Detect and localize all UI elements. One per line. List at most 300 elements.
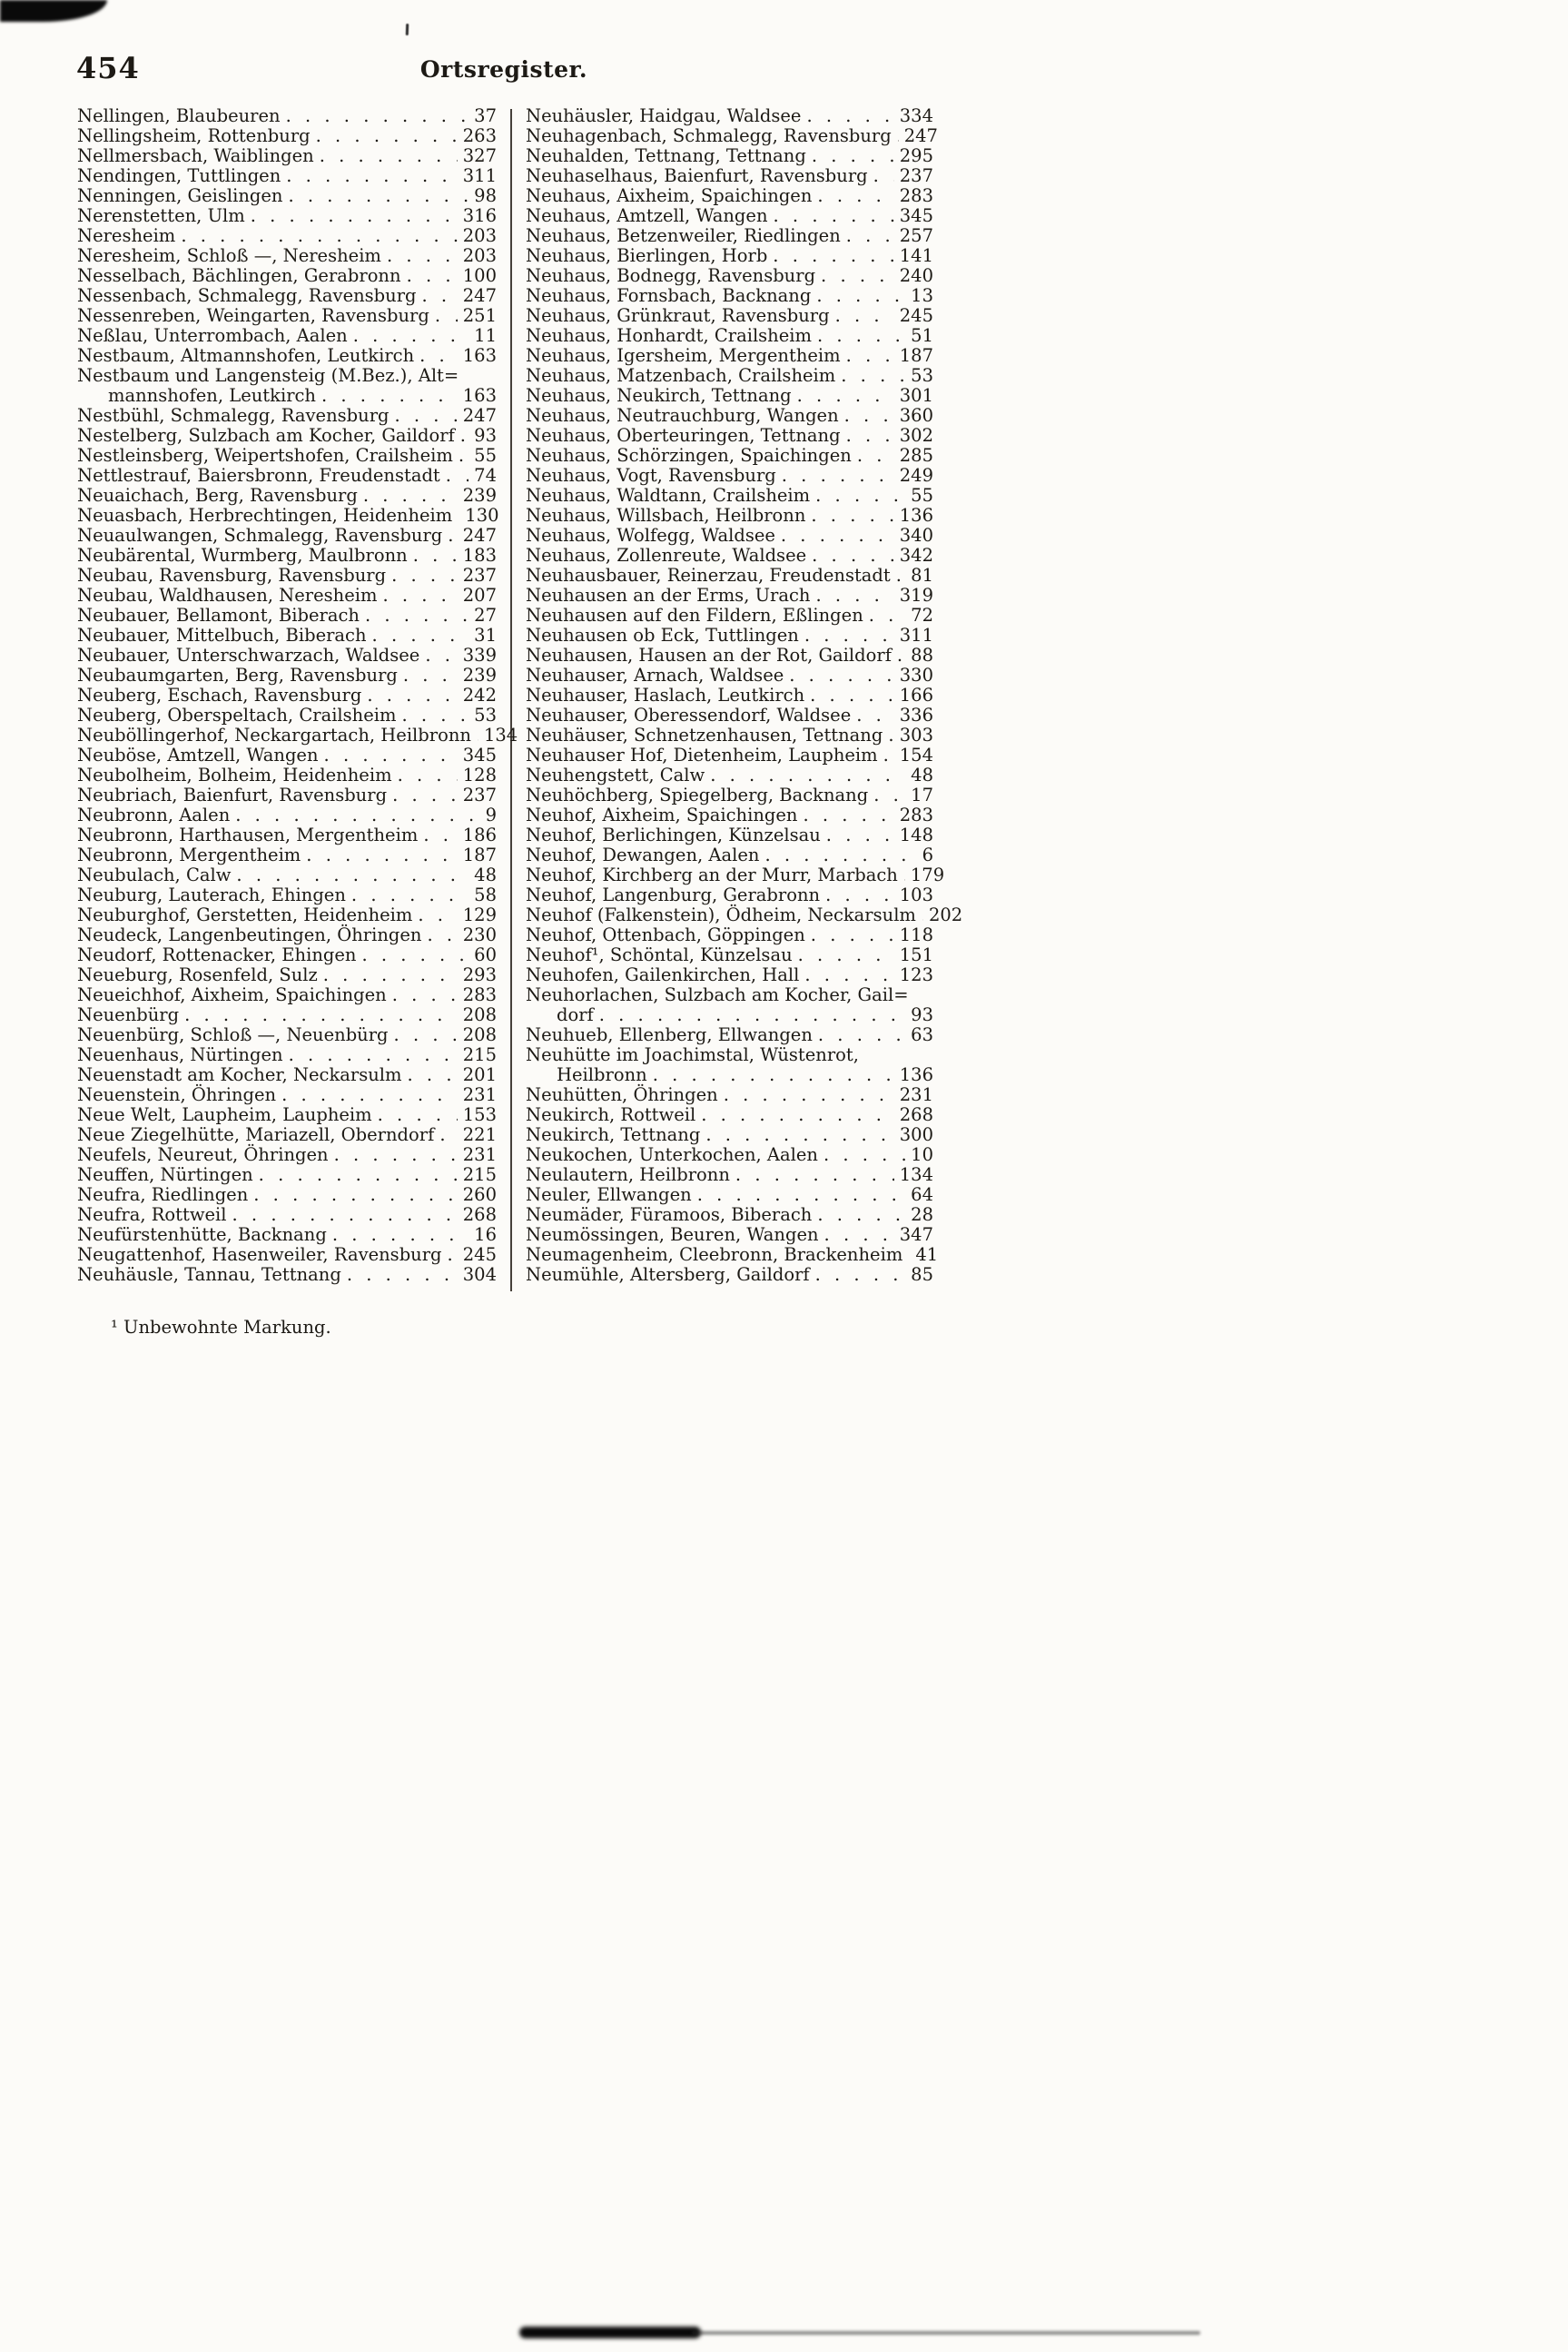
dot-leader <box>395 406 458 426</box>
dot-leader <box>825 885 894 905</box>
place-name: Nesselbach, Bächlingen, Gerabronn <box>77 265 401 286</box>
dot-leader <box>288 186 468 206</box>
place-name: Neuhagenbach, Schmalegg, Ravensburg <box>526 125 892 146</box>
place-name: Neuhausen auf den Fildern, Eßlingen <box>526 605 863 626</box>
page-reference: 360 <box>899 405 933 426</box>
index-entry <box>77 606 497 626</box>
place-name: Neuhof (Falkenstein), Ödheim, Neckarsulm <box>526 904 916 925</box>
dot-leader <box>334 1145 458 1165</box>
dot-leader <box>181 226 457 246</box>
dot-leader <box>804 626 894 646</box>
place-name: Neufra, Rottweil <box>77 1204 227 1225</box>
place-name-continuation: dorf <box>557 1004 594 1025</box>
index-entry <box>526 945 933 965</box>
index-entry <box>526 326 933 346</box>
dot-leader <box>235 805 479 825</box>
index-entry <box>526 526 933 546</box>
dot-leader <box>781 526 894 546</box>
index-entry <box>526 406 933 426</box>
page-reference: 283 <box>899 185 933 206</box>
index-entry <box>526 965 933 985</box>
index-entry <box>526 1105 933 1125</box>
index-entry <box>77 646 497 666</box>
index-entry <box>77 526 497 546</box>
page-reference: 163 <box>462 385 497 406</box>
page-reference: 237 <box>899 165 933 186</box>
index-entry <box>526 1125 933 1145</box>
place-name: Neuhauser, Arnach, Waldsee <box>526 665 784 686</box>
place-name: Nestelberg, Sulzbach am Kocher, Gaildorf <box>77 425 455 446</box>
place-name: Neuhäuser, Schnetzenhausen, Tettnang <box>526 725 883 746</box>
dot-leader <box>458 506 459 526</box>
index-entry <box>526 1265 933 1285</box>
place-name: Neumühle, Altersberg, Gaildorf <box>526 1264 810 1285</box>
index-entry <box>526 366 933 386</box>
place-name: Neuhaselhaus, Baienfurt, Ravensburg <box>526 165 868 186</box>
dot-leader <box>888 726 893 746</box>
place-name: Nestbühl, Schmalegg, Ravensburg <box>77 405 390 426</box>
page-reference: 207 <box>462 585 497 606</box>
dot-leader <box>817 1205 905 1225</box>
index-entry <box>526 286 933 306</box>
scan-artifact-top-tick <box>406 24 409 35</box>
index-entry <box>77 725 518 746</box>
place-name: Neubronn, Mergentheim <box>77 845 301 865</box>
dot-leader <box>815 1265 906 1285</box>
page-reference: 123 <box>899 964 933 985</box>
page-reference: 208 <box>462 1004 497 1025</box>
place-name: Neuburghof, Gerstetten, Heidenheim <box>77 904 413 925</box>
place-name-continuation: Heilbronn <box>557 1064 647 1085</box>
page-reference: 183 <box>462 545 497 566</box>
dot-leader <box>857 446 894 466</box>
dot-leader <box>811 506 893 526</box>
dot-leader <box>413 546 458 566</box>
page-reference: 81 <box>911 565 933 586</box>
index-entry <box>526 506 933 526</box>
index-entry <box>77 1165 497 1185</box>
dot-leader <box>653 1065 894 1085</box>
index-entry <box>77 945 497 965</box>
dot-leader <box>392 985 458 1005</box>
index-entry <box>526 726 933 746</box>
index-entry <box>77 406 497 426</box>
index-entry <box>77 825 497 845</box>
place-name: Neubronn, Harthausen, Mergentheim <box>77 825 419 845</box>
page-reference: 237 <box>462 785 497 805</box>
place-name: Neuhaus, Bierlingen, Horb <box>526 245 768 266</box>
place-name: Neuhaus, Honhardt, Crailsheim <box>526 325 813 346</box>
dot-leader <box>846 426 894 446</box>
page-reference: 103 <box>899 884 933 905</box>
dot-leader <box>824 1225 894 1245</box>
page-reference: 249 <box>899 465 933 486</box>
index-entry <box>526 206 933 226</box>
place-name: Neuhaus, Aixheim, Spaichingen <box>526 185 813 206</box>
index-entry <box>526 845 933 865</box>
index-entry <box>77 366 497 406</box>
index-entry <box>526 865 945 885</box>
page-reference: 334 <box>899 105 933 126</box>
index-entry <box>526 766 933 786</box>
index-entry <box>526 1244 939 1265</box>
index-entry <box>526 646 933 666</box>
place-name: Neuberg, Eschach, Ravensburg <box>77 685 362 706</box>
place-name: Neuhaus, Neutrauchburg, Wangen <box>526 405 839 426</box>
index-entry <box>526 1045 933 1085</box>
index-entry <box>526 586 933 606</box>
dot-leader <box>599 1005 905 1025</box>
page-reference: 203 <box>462 245 497 266</box>
dot-leader <box>367 686 457 706</box>
dot-leader <box>803 805 893 825</box>
dot-leader <box>701 1105 894 1125</box>
index-entry <box>77 666 497 686</box>
dot-leader <box>811 925 894 945</box>
index-column-right <box>526 105 963 1285</box>
place-name: Neuler, Ellwangen <box>526 1184 692 1205</box>
dot-leader <box>323 965 458 985</box>
place-name: Neuhaus, Igersheim, Mergentheim <box>526 345 841 366</box>
place-name: Neuhaus, Betzenweiler, Riedlingen <box>526 225 841 246</box>
page-reference: 10 <box>911 1144 933 1165</box>
place-name: Neufra, Riedlingen <box>77 1184 249 1205</box>
index-entry <box>77 1265 497 1285</box>
page-reference: 263 <box>462 125 497 146</box>
dot-leader <box>817 326 905 346</box>
index-entry <box>77 746 497 766</box>
dot-leader <box>815 586 893 606</box>
index-entry <box>526 106 933 126</box>
place-name: Neuhausen an der Erms, Urach <box>526 585 811 606</box>
index-entry <box>77 106 497 126</box>
index-entry <box>77 845 497 865</box>
dot-leader <box>439 1125 457 1145</box>
page-reference: 13 <box>911 285 933 306</box>
place-name: Neubulach, Calw <box>77 865 232 885</box>
index-entry <box>526 606 933 626</box>
page-reference: 215 <box>462 1164 497 1185</box>
page-reference: 257 <box>899 225 933 246</box>
place-name: Neuffen, Nürtingen <box>77 1164 253 1185</box>
place-name: Nestbaum und Langensteig (M.Bez.), Alt= <box>77 365 459 386</box>
page-reference: 163 <box>462 345 497 366</box>
index-entry <box>526 446 933 466</box>
page-reference: 72 <box>911 605 933 626</box>
place-name: Neuhäusle, Tannau, Tettnang <box>77 1264 341 1285</box>
dot-leader <box>697 1185 905 1205</box>
dot-leader <box>773 246 893 266</box>
page-reference: 239 <box>462 485 497 506</box>
index-entry <box>77 586 497 606</box>
page-reference: 336 <box>899 705 933 726</box>
place-name: Neukirch, Tettnang <box>526 1124 701 1145</box>
index-entry <box>77 1205 497 1225</box>
page-reference: 187 <box>462 845 497 865</box>
dot-leader <box>782 466 894 486</box>
place-name: Neuhaus, Waldtann, Crailsheim <box>526 485 811 506</box>
index-entry <box>77 326 497 346</box>
place-name: Neue Ziegelhütte, Mariazell, Oberndorf <box>77 1124 435 1145</box>
dot-leader <box>908 1245 910 1265</box>
dot-leader <box>826 825 894 845</box>
page-reference: 31 <box>474 625 497 646</box>
index-entry <box>77 1105 497 1125</box>
dot-leader <box>869 606 905 626</box>
place-name: Neumäder, Füramoos, Biberach <box>526 1204 813 1225</box>
dot-leader <box>320 146 458 166</box>
dot-leader <box>710 766 905 786</box>
index-entry <box>526 626 933 646</box>
index-entry <box>526 386 933 406</box>
index-entry <box>77 805 497 825</box>
dot-leader <box>823 1145 905 1165</box>
place-name: Neukirch, Rottweil <box>526 1104 696 1125</box>
page-reference: 231 <box>899 1084 933 1105</box>
index-entry <box>526 666 933 686</box>
index-entry <box>77 1145 497 1165</box>
dot-leader <box>251 206 458 226</box>
page-reference: 251 <box>462 305 497 326</box>
dot-leader <box>398 766 458 786</box>
dot-leader <box>418 905 457 925</box>
dot-leader <box>236 865 468 885</box>
place-name: Neuhütten, Öhringen <box>526 1084 718 1105</box>
place-name: Neuhaus, Oberteuringen, Tettnang <box>526 425 841 446</box>
page-reference: 303 <box>899 725 933 746</box>
page-reference: 134 <box>899 1164 933 1185</box>
dot-leader <box>818 1025 905 1045</box>
index-entry <box>77 286 497 306</box>
page-title: Ortsregister. <box>419 56 588 83</box>
page-reference: 134 <box>483 725 518 746</box>
index-entry <box>77 226 497 246</box>
dot-leader <box>394 1025 458 1045</box>
page-reference: 245 <box>899 305 933 326</box>
index-entry <box>77 1025 497 1045</box>
index-entry <box>77 546 497 566</box>
place-name: Neuenhaus, Nürtingen <box>77 1044 283 1065</box>
dot-leader <box>789 666 893 686</box>
place-name-continuation: mannshofen, Leutkirch <box>108 385 316 406</box>
index-entry <box>77 1065 497 1085</box>
place-name: Nestleinsberg, Weipertshofen, Crailsheim <box>77 445 453 466</box>
place-name: Neukochen, Unterkochen, Aalen <box>526 1144 818 1165</box>
dot-leader <box>306 845 457 865</box>
place-name: Neuhausen, Hausen an der Rot, Gaildorf <box>526 645 892 666</box>
dot-leader <box>392 786 458 805</box>
dot-leader <box>422 286 458 306</box>
page-reference: 16 <box>474 1224 497 1245</box>
place-name: Neuhorlachen, Sulzbach am Kocher, Gail= <box>526 984 909 1005</box>
place-name: Nettlestrauf, Baiersbronn, Freudenstadt <box>77 465 440 486</box>
dot-leader <box>812 546 894 566</box>
place-name: Neufürstenhütte, Backnang <box>77 1224 327 1245</box>
page-reference: 48 <box>474 865 497 885</box>
dot-leader <box>353 326 468 346</box>
page-reference: 237 <box>462 565 497 586</box>
index-entry <box>526 146 933 166</box>
page-reference: 93 <box>911 1004 933 1025</box>
place-name: Neuhütte im Joachimstal, Wüstenrot, <box>526 1044 859 1065</box>
place-name: Neuhof, Langenburg, Gerabronn <box>526 884 821 905</box>
page-reference: 141 <box>899 245 933 266</box>
place-name: Nessenreben, Weingarten, Ravensburg <box>77 305 429 326</box>
page-reference: 345 <box>462 745 497 766</box>
dot-leader <box>817 186 893 206</box>
place-name: Neuasbach, Herbrechtingen, Heidenheim <box>77 505 453 526</box>
index-entry <box>77 486 497 506</box>
dot-leader <box>378 1105 458 1125</box>
page-reference: 316 <box>462 205 497 226</box>
page-reference: 293 <box>462 964 497 985</box>
index-entry <box>77 626 497 646</box>
dot-leader <box>419 346 458 366</box>
dot-leader <box>846 346 894 366</box>
dot-leader <box>460 426 468 446</box>
place-name: Nenningen, Geislingen <box>77 185 283 206</box>
index-entry <box>77 766 497 786</box>
index-entry <box>77 1005 497 1025</box>
page-reference: 239 <box>462 665 497 686</box>
page-reference: 203 <box>462 225 497 246</box>
page-reference: 100 <box>462 265 497 286</box>
page-reference: 268 <box>899 1104 933 1125</box>
place-name: Neuhausbauer, Reinerzau, Freudenstadt <box>526 565 891 586</box>
page-reference: 319 <box>899 585 933 606</box>
page-reference: 345 <box>899 205 933 226</box>
index-entry <box>77 865 497 885</box>
place-name: Neufels, Neureut, Öhringen <box>77 1144 329 1165</box>
page-reference: 53 <box>474 705 497 726</box>
dot-leader <box>764 845 916 865</box>
index-entry <box>526 1025 933 1045</box>
index-entry <box>526 985 933 1025</box>
footnote: ¹ Unbewohnte Markung. <box>111 1317 331 1338</box>
dot-leader <box>724 1085 894 1105</box>
place-name: Neuhof, Ottenbach, Göppingen <box>526 924 805 945</box>
dot-leader <box>361 945 468 965</box>
page-reference: 230 <box>462 924 497 945</box>
index-entry <box>526 1085 933 1105</box>
dot-leader <box>391 566 458 586</box>
dot-leader <box>387 246 458 266</box>
dot-leader <box>806 106 893 126</box>
place-name: Neubauer, Mittelbuch, Biberach <box>77 625 367 646</box>
place-name: Neuhof, Dewangen, Aalen <box>526 845 760 865</box>
index-entry <box>526 266 933 286</box>
page-reference: 285 <box>899 445 933 466</box>
page-reference: 154 <box>899 745 933 766</box>
dot-leader <box>253 1185 457 1205</box>
page-reference: 63 <box>911 1024 933 1045</box>
index-entry <box>77 126 497 146</box>
index-entry <box>77 1045 497 1065</box>
index-entry <box>77 1245 497 1265</box>
dot-leader <box>705 1125 893 1145</box>
dot-leader <box>365 606 468 626</box>
index-entry <box>526 825 933 845</box>
place-name: Neubau, Waldhausen, Neresheim <box>77 585 378 606</box>
page-reference: 98 <box>474 185 497 206</box>
place-name: Neumössingen, Beuren, Wangen <box>526 1224 819 1245</box>
dot-leader <box>448 1245 458 1265</box>
dot-leader <box>841 366 905 386</box>
page-reference: 260 <box>462 1184 497 1205</box>
index-entry <box>77 306 497 326</box>
index-entry <box>526 566 933 586</box>
page-reference: 136 <box>899 505 933 526</box>
index-entry <box>526 466 933 486</box>
place-name: Neuhaus, Vogt, Ravensburg <box>526 465 776 486</box>
place-name: Neueburg, Rosenfeld, Sulz <box>77 964 318 985</box>
page-reference: 136 <box>899 1064 933 1085</box>
page-reference: 208 <box>462 1024 497 1045</box>
dot-leader <box>856 706 894 726</box>
place-name: Neuhaus, Willsbach, Heilbronn <box>526 505 806 526</box>
index-entry <box>526 1225 933 1245</box>
page-reference: 247 <box>462 525 497 546</box>
index-entry <box>77 1085 497 1105</box>
index-entry <box>77 186 497 206</box>
index-entry <box>526 346 933 366</box>
place-name: Neßlau, Unterrombach, Aalen <box>77 325 348 346</box>
place-name: Neuhof, Berlichingen, Künzelsau <box>526 825 821 845</box>
index-entry <box>77 905 497 925</box>
dot-leader <box>347 1265 458 1285</box>
page-reference: 302 <box>899 425 933 446</box>
index-entry <box>77 246 497 266</box>
index-entry <box>526 686 933 706</box>
page-reference: 28 <box>911 1204 933 1225</box>
index-entry <box>77 786 497 805</box>
page-reference: 6 <box>922 845 933 865</box>
dot-leader <box>286 106 469 126</box>
index-entry <box>526 885 933 905</box>
index-entry <box>526 486 933 506</box>
page-reference: 186 <box>462 825 497 845</box>
place-name: Neubauer, Bellamont, Biberach <box>77 605 360 626</box>
place-name: Neuhof, Aixheim, Spaichingen <box>526 805 798 825</box>
dot-leader <box>407 266 458 286</box>
index-entry <box>77 1125 497 1145</box>
dot-leader <box>286 166 457 186</box>
page-reference: 48 <box>911 765 933 786</box>
dot-leader <box>903 865 905 885</box>
place-name: Neubau, Ravensburg, Ravensburg <box>77 565 387 586</box>
dot-leader <box>804 965 893 985</box>
place-name: Neuhengstett, Calw <box>526 765 705 786</box>
dot-leader <box>351 885 468 905</box>
index-entry <box>77 166 497 186</box>
dot-leader <box>408 1065 458 1085</box>
dot-leader <box>774 206 894 226</box>
dot-leader <box>403 666 458 686</box>
dot-leader <box>232 1205 458 1225</box>
page-reference: 330 <box>899 665 933 686</box>
index-entry <box>526 166 933 186</box>
index-entry <box>77 706 497 726</box>
place-name: Neuhof, Kirchberg an der Murr, Marbach <box>526 865 898 885</box>
dot-leader <box>423 825 457 845</box>
column-divider <box>510 109 512 1291</box>
index-entry <box>77 686 497 706</box>
place-name: Neuhofen, Gailenkirchen, Hall <box>526 964 800 985</box>
place-name: Nerenstetten, Ulm <box>77 205 245 226</box>
page-reference: 27 <box>474 605 497 626</box>
page-reference: 64 <box>911 1184 933 1205</box>
place-name: Neuaulwangen, Schmalegg, Ravensburg <box>77 525 443 546</box>
